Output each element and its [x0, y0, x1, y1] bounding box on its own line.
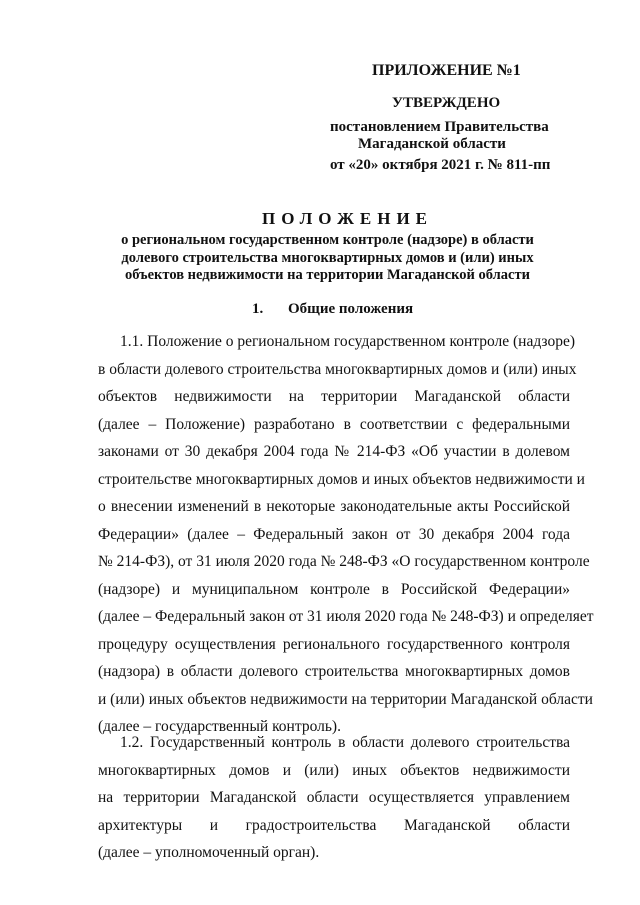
paragraph-line: в области долевого строительства многоквартирных домов и (или) иных	[98, 360, 577, 378]
paragraph-line: 1.1. Положение о региональном государственном контроле (надзоре)	[120, 333, 575, 350]
appendix-label: ПРИЛОЖЕНИЕ №1	[372, 62, 521, 79]
approval-date: от «20» октября 2021 г. № 811-пп	[330, 157, 551, 173]
paragraph-line: и (или) иных объектов недвижимости на территории Магаданской области	[98, 690, 593, 708]
paragraph-line: № 214-ФЗ), от 31 июля 2020 года № 248-ФЗ «О государственном контроле	[98, 553, 590, 570]
approved-label: УТВЕРЖДЕНО	[392, 95, 501, 111]
section-heading	[252, 301, 413, 318]
document-subtitle: о региональном государственном контроле (надзоре) в области долевого строительства многоквартирных домов и (или) иных объектов недвижимости на территории Магаданской области	[121, 232, 534, 283]
section-title: Общие положения	[288, 301, 414, 317]
approval-region: Магаданской области	[358, 136, 506, 152]
approved-by: постановлением Правительства	[330, 119, 549, 135]
paragraph-1-2	[98, 729, 570, 867]
paragraph-line: (далее – уполномоченный орган).	[98, 844, 320, 861]
paragraph-line: объектов недвижимости на территории Магаданской области	[98, 388, 570, 405]
paragraph-line: (надзора) в области долевого строительства многоквартирных домов	[98, 663, 570, 680]
paragraph-1-1	[98, 328, 594, 741]
paragraph-line: (надзоре) и муниципальном контроле в Российской Федерации»	[98, 580, 570, 598]
document-title: ПОЛОЖЕНИЕ	[262, 209, 433, 228]
paragraph-line: многоквартирных домов и (или) иных объектов недвижимости	[98, 761, 570, 779]
paragraph-line: (далее – Федеральный закон от 31 июля 2020 года № 248-ФЗ) и определяет	[98, 608, 594, 625]
paragraph-line: (далее – Положение) разработано в соответствии с федеральными	[98, 415, 570, 433]
paragraph-line: законами от 30 декабря 2004 года № 214-ФЗ «Об участии в долевом	[98, 443, 570, 460]
paragraph-line: строительстве многоквартирных домов и иных объектов недвижимости и	[98, 470, 585, 488]
paragraph-line: на территории Магаданской области осуществляется управлением	[98, 789, 570, 806]
paragraph-line: архитектуры и градостроительства Магаданской области	[98, 816, 570, 834]
paragraph-line: (далее – государственный контроль).	[98, 718, 341, 735]
paragraph-line: Федерации» (далее – Федеральный закон от 30 декабря 2004 года	[98, 525, 570, 543]
paragraph-line: процедуру осуществления регионального государственного контроля	[98, 635, 570, 653]
paragraph-line: 1.2. Государственный контроль в области долевого строительства	[120, 734, 570, 751]
section-number: 1.	[252, 301, 264, 317]
paragraph-line: о внесении изменений в некоторые законодательные акты Российской	[98, 498, 570, 515]
